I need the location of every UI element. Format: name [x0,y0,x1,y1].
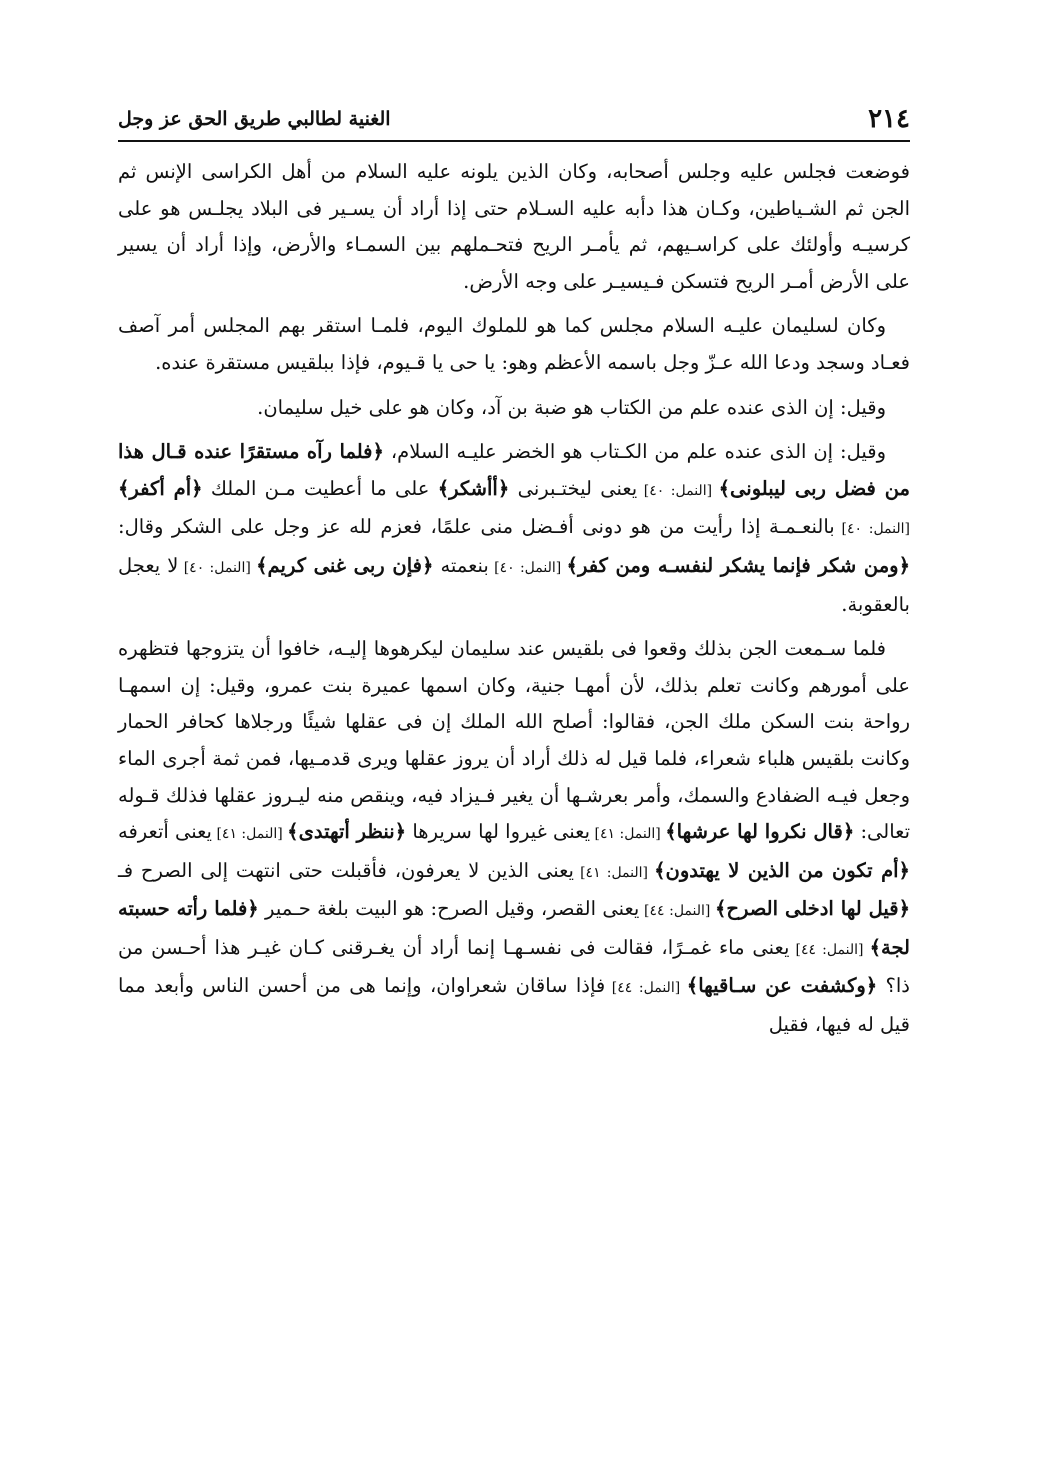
verse-reference: [النمل: ٤٠] [488,559,567,576]
text-run: على ما أعطيت مـن الملك [202,476,438,500]
text-run: وقيل: إن الذى عنده علم من الكـتاب هو الخضر عليـه السلام، [383,440,886,464]
text-run: وقيل: إن الذى عنده علم من الكتاب هو ضبة بن آد، وكان هو على خيل سليمان. [257,395,886,419]
verse-reference: [النمل: ٤٤] [605,980,687,997]
text-run: يعنى ليختـبرنى [509,476,638,500]
text-run: بنعمته [433,553,489,577]
verse-reference: [النمل: ٤١] [590,826,666,843]
page-number: ٢١٤ [868,104,910,134]
quran-verse: ﴿أم تكون من الذين لا يهتدون﴾ [654,858,910,882]
text-run: يعنى غيروا لها سريرها [406,820,591,844]
text-run: بالنعـمـة إذا رأيت من هو دونى أفـضل منى علمًا، فعزم لله عز وجل على الشكر وقال: [118,515,835,539]
text-run: لا يعجل بالعقوبة. [118,553,910,616]
quran-verse: ﴿فإن ربى غنى كريم﴾ [256,553,434,577]
quran-verse: ﴿وكشفت عن سـاقيها﴾ [686,974,878,998]
text-run: يعنى ماء غمـرًا، فقالت فى نفسـهـا إنما أراد أن يغـرقنى كـان غيـر هذا أحـسن من ذا؟ [118,935,910,998]
text-run: فوضعت فجلس عليه وجلس أصحابه، وكان الذين يلونه عليه السلام من أهل الكراسى الإنس ثم الجن ثم الشـياطين، وكـان هذا دأبه عليه السـلام حتى إذا أراد أن يسـير فى البلاد يجلـس هو على كرسيـه وأولئك على كراسـيهم، ثم يأمـر الريح فتحـملهم بين السمـاء والأرض، وإذا أراد أن يسير على الأرض أمـر الريح فتسكن فـيسيـر على وجه الأرض. [118,160,910,293]
paragraph [118,631,910,1044]
text-run: يعنى الذين لا يعرفون، فأقبلت حتى انتهت إلى الصرح فـ [118,858,574,882]
text-run: وكان لسليمان عليـه السلام مجلس كما هو للملوك اليوم، فلمـا استقر بهم المجلس أمر آصف فعـاد وسجد ودعا الله عـزّ وجل باسمه الأعظم وهو: يا حى يا قـيوم، فإذا ببلقيس مستقرة عنده. [118,314,910,374]
running-title: الغنية لطالبي طريق الحق عز وجل [118,108,391,130]
verse-reference: [النمل: ٤٠] [178,559,257,576]
text-run: فلما سـمعت الجن بذلك وقعوا فى بلقيس عند سليمان ليكرهوها إليـه، خافوا أن يتزوجها فتظهره على أمورهم وكانت تعلم بذلك، لأن أمهـا جنية، وكان اسمها عميرة بنت عمرو، وقيل: إن اسمهـا رواحة بنت السكن ملك الجن، فقالوا: أصلح الله الملك إن فى عقلها شيئًا ورجلاها كحافر الحمار وكانت بلقيس هلباء شعراء، فلما قيل له ذلك أراد أن يروز عقلها ويرى قدمـيها، فمن ثمة أجرى الماء وجعل فيـه الضفادع والسمك، وأمر بعرشـها أن يغير فـيزاد فيه، وينقص منه ليـروز عقلها فذلك قـوله تعالى: [118,637,911,844]
page-header [118,100,910,142]
quran-verse: ﴿قيل لها ادخلى الصرح﴾ [714,897,911,921]
quran-verse: ﴿ومن شكر فإنما يشكر لنفسـه ومن كفر﴾ [566,553,911,577]
text-run: يعنى القصر، وقيل الصرح: هو البيت بلغة حـمير [258,897,640,921]
paragraph [118,390,910,427]
verse-reference: [النمل: ٤١] [573,864,655,881]
quran-verse: ﴿قال نكروا لها عرشها﴾ [665,820,855,844]
verse-reference: [النمل: ٤٤] [639,903,715,920]
verse-reference: [النمل: ٤٤] [789,941,870,958]
quran-verse: ﴿فلما رآه مستقرًا عنده قـال هذا من فضل ربى ليبلونى﴾ [118,440,910,500]
verse-reference: [النمل: ٤١] [211,826,288,843]
verse-reference: [النمل: ٤٠] [834,521,910,538]
paragraph [118,434,910,623]
body-text [118,154,910,1044]
verse-reference: [النمل: ٤٠] [637,482,719,499]
paragraph [118,308,910,381]
book-page [118,100,910,1052]
quran-verse: ﴿أم أكفر﴾ [118,476,203,500]
text-run: يعنى أتعرفه [118,820,212,844]
paragraph [118,154,910,300]
quran-verse: ﴿ننظر أتهتدى﴾ [287,820,407,844]
text-run: فإذا ساقان شعراوان، وإنما هى من أحسن الناس وأبعد مما قيل له فيها، فقيل [118,974,910,1037]
quran-verse: ﴿فلما رأته حسبته لجة﴾ [118,897,910,959]
quran-verse: ﴿أأشكر﴾ [437,476,510,500]
